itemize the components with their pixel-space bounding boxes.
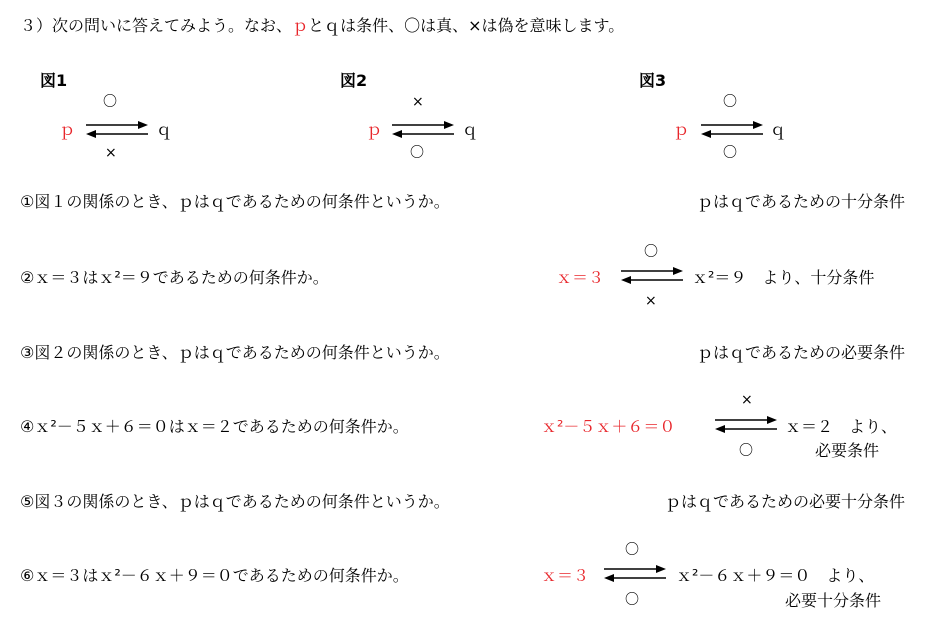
answer-4-top-symbol: × <box>741 392 753 408</box>
question-2: ②ｘ＝３はｘ²＝９であるための何条件か。 <box>20 268 329 287</box>
answer-4-right: ｘ＝２ より、 <box>785 417 898 436</box>
question-1: ①図１の関係のとき、ｐはｑであるための何条件というか。 <box>20 192 450 211</box>
figure-3-arrows <box>699 120 765 140</box>
answer-6-left: ｘ＝３ <box>541 566 590 585</box>
figure-1-bottom-symbol: × <box>105 145 117 161</box>
answer-4-conclusion: 必要条件 <box>815 441 880 460</box>
figure-2-top-symbol: × <box>412 94 424 110</box>
intro-and: と <box>308 16 325 35</box>
answer-2-bottom-symbol: × <box>645 293 657 309</box>
figure-1-arrows <box>84 120 150 140</box>
answer-3: ｐはｑであるための必要条件 <box>696 343 905 362</box>
answer-1: ｐはｑであるための十分条件 <box>696 192 905 211</box>
answer-6-arrows <box>602 564 668 584</box>
answer-2-right: ｘ²＝９ より、十分条件 <box>692 268 875 287</box>
answer-2-arrows <box>619 266 685 286</box>
figure-3-q: ｑ <box>770 120 787 139</box>
answer-4-bottom-symbol: 〇 <box>739 443 753 459</box>
question-3: ③図２の関係のとき、ｐはｑであるための何条件というか。 <box>20 343 450 362</box>
figure-2-bottom-symbol: 〇 <box>410 145 424 161</box>
answer-4-arrows <box>713 415 779 435</box>
figure-3-p: ｐ <box>673 120 690 139</box>
intro-p: ｐ <box>292 16 309 35</box>
answer-6-bottom-symbol: 〇 <box>625 592 639 608</box>
intro-line <box>20 16 624 36</box>
question-6: ⑥ｘ＝３はｘ²－６ｘ＋９＝０であるための何条件か。 <box>20 566 409 585</box>
figure-2-title: 図2 <box>340 71 368 90</box>
answer-2-top-symbol: 〇 <box>644 244 658 260</box>
answer-6-top-symbol: 〇 <box>625 542 639 558</box>
figure-1-p: ｐ <box>59 120 76 139</box>
figure-2-p: ｐ <box>366 120 383 139</box>
intro-q: ｑ <box>324 16 341 35</box>
question-4: ④ｘ²－５ｘ＋６＝０はｘ＝２であるための何条件か。 <box>20 417 409 436</box>
answer-6-right: ｘ²－６ｘ＋９＝０ より、 <box>676 566 875 585</box>
answer-5: ｐはｑであるための必要十分条件 <box>664 492 905 511</box>
figure-2-arrows <box>390 120 456 140</box>
figure-3-bottom-symbol: 〇 <box>723 145 737 161</box>
intro-suffix: は条件、〇は真、×は偽を意味します。 <box>340 16 625 35</box>
figure-2-q: ｑ <box>462 120 479 139</box>
figure-1-q: ｑ <box>156 120 173 139</box>
figure-3-top-symbol: 〇 <box>723 94 737 110</box>
answer-2-left: ｘ＝３ <box>556 268 605 287</box>
answer-6-conclusion: 必要十分条件 <box>785 591 882 610</box>
figure-3-title: 図3 <box>639 71 667 90</box>
figure-1-top-symbol: 〇 <box>103 94 117 110</box>
question-5: ⑤図３の関係のとき、ｐはｑであるための何条件というか。 <box>20 492 450 511</box>
intro-prefix: ３）次の問いに答えてみよう。なお、 <box>20 16 293 35</box>
figure-1-title: 図1 <box>40 71 68 90</box>
answer-4-left: ｘ²－５ｘ＋６＝０ <box>541 417 676 436</box>
